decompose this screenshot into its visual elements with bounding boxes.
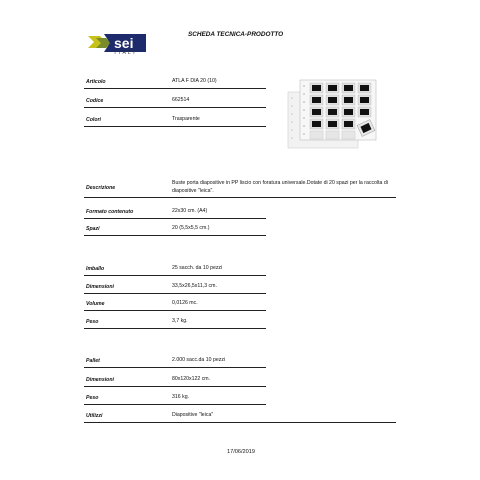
descrizione-line1: Buste porta diapositive in PP liscio con foratura universale.Dotate di 20 spazi per la raccolta di — [172, 180, 388, 186]
articolo-label: Articolo — [86, 79, 106, 85]
divider — [84, 422, 396, 423]
sei-logo — [86, 26, 158, 66]
divider — [84, 367, 266, 368]
codice-label: Codice — [86, 98, 104, 104]
utilizzi-label: Utilizzi — [86, 413, 103, 419]
divider — [84, 275, 266, 276]
pallet-label: Pallet — [86, 358, 100, 364]
imballo-label: Imballo — [86, 266, 105, 272]
dimensioni-value: 33,5x26,5x11,3 cm. — [172, 283, 217, 289]
colori-value: Trasparente — [172, 116, 200, 122]
divider — [84, 126, 266, 127]
articolo-value: ATLA F DIA 20 (10) — [172, 78, 217, 84]
pallet-peso-value: 316 kg. — [172, 394, 190, 400]
formato-value: 22x30 cm. (A4) — [172, 208, 208, 214]
divider — [84, 328, 266, 329]
utilizzi-value: Diapositive "leica" — [172, 412, 214, 418]
page-title: SCHEDA TECNICA-PRODOTTO — [188, 31, 284, 38]
divider — [84, 235, 266, 236]
peso-label: Peso — [86, 319, 99, 325]
pallet-value: 2.000 sacc.da 10 pezzi — [172, 357, 226, 363]
divider — [84, 386, 266, 387]
peso-value: 3,7 kg. — [172, 318, 188, 324]
divider — [84, 293, 266, 294]
pallet-peso-label: Peso — [86, 395, 99, 401]
volume-label: Volume — [86, 301, 105, 307]
spazi-value: 20 (5,5x5,5 cm.) — [172, 225, 210, 231]
codice-value: 662514 — [172, 97, 190, 103]
logo-subtitle: ITALY — [114, 50, 138, 56]
spazi-label: Spazi — [86, 226, 100, 232]
dimensioni-label: Dimensioni — [86, 284, 114, 290]
imballo-value: 25 sacch. da 10 pezzi — [172, 265, 223, 271]
divider — [84, 218, 266, 219]
divider — [84, 197, 396, 198]
descrizione-label: Descrizione — [86, 185, 116, 191]
divider — [84, 310, 266, 311]
formato-label: Formato contenuto — [86, 209, 134, 215]
colori-label: Colori — [86, 117, 101, 123]
divider — [84, 107, 266, 108]
product-image — [286, 78, 378, 150]
descrizione-line2: diapositive "leica". — [172, 188, 214, 194]
pallet-dimensioni-label: Dimensioni — [86, 377, 114, 383]
divider — [84, 88, 266, 89]
svg-text:sei: sei — [114, 35, 134, 51]
pallet-dimensioni-value: 80x120x122 cm. — [172, 376, 211, 382]
footer-date: 17/06/2019 — [227, 449, 255, 455]
divider — [84, 404, 266, 405]
volume-value: 0,0126 mc. — [172, 300, 198, 306]
